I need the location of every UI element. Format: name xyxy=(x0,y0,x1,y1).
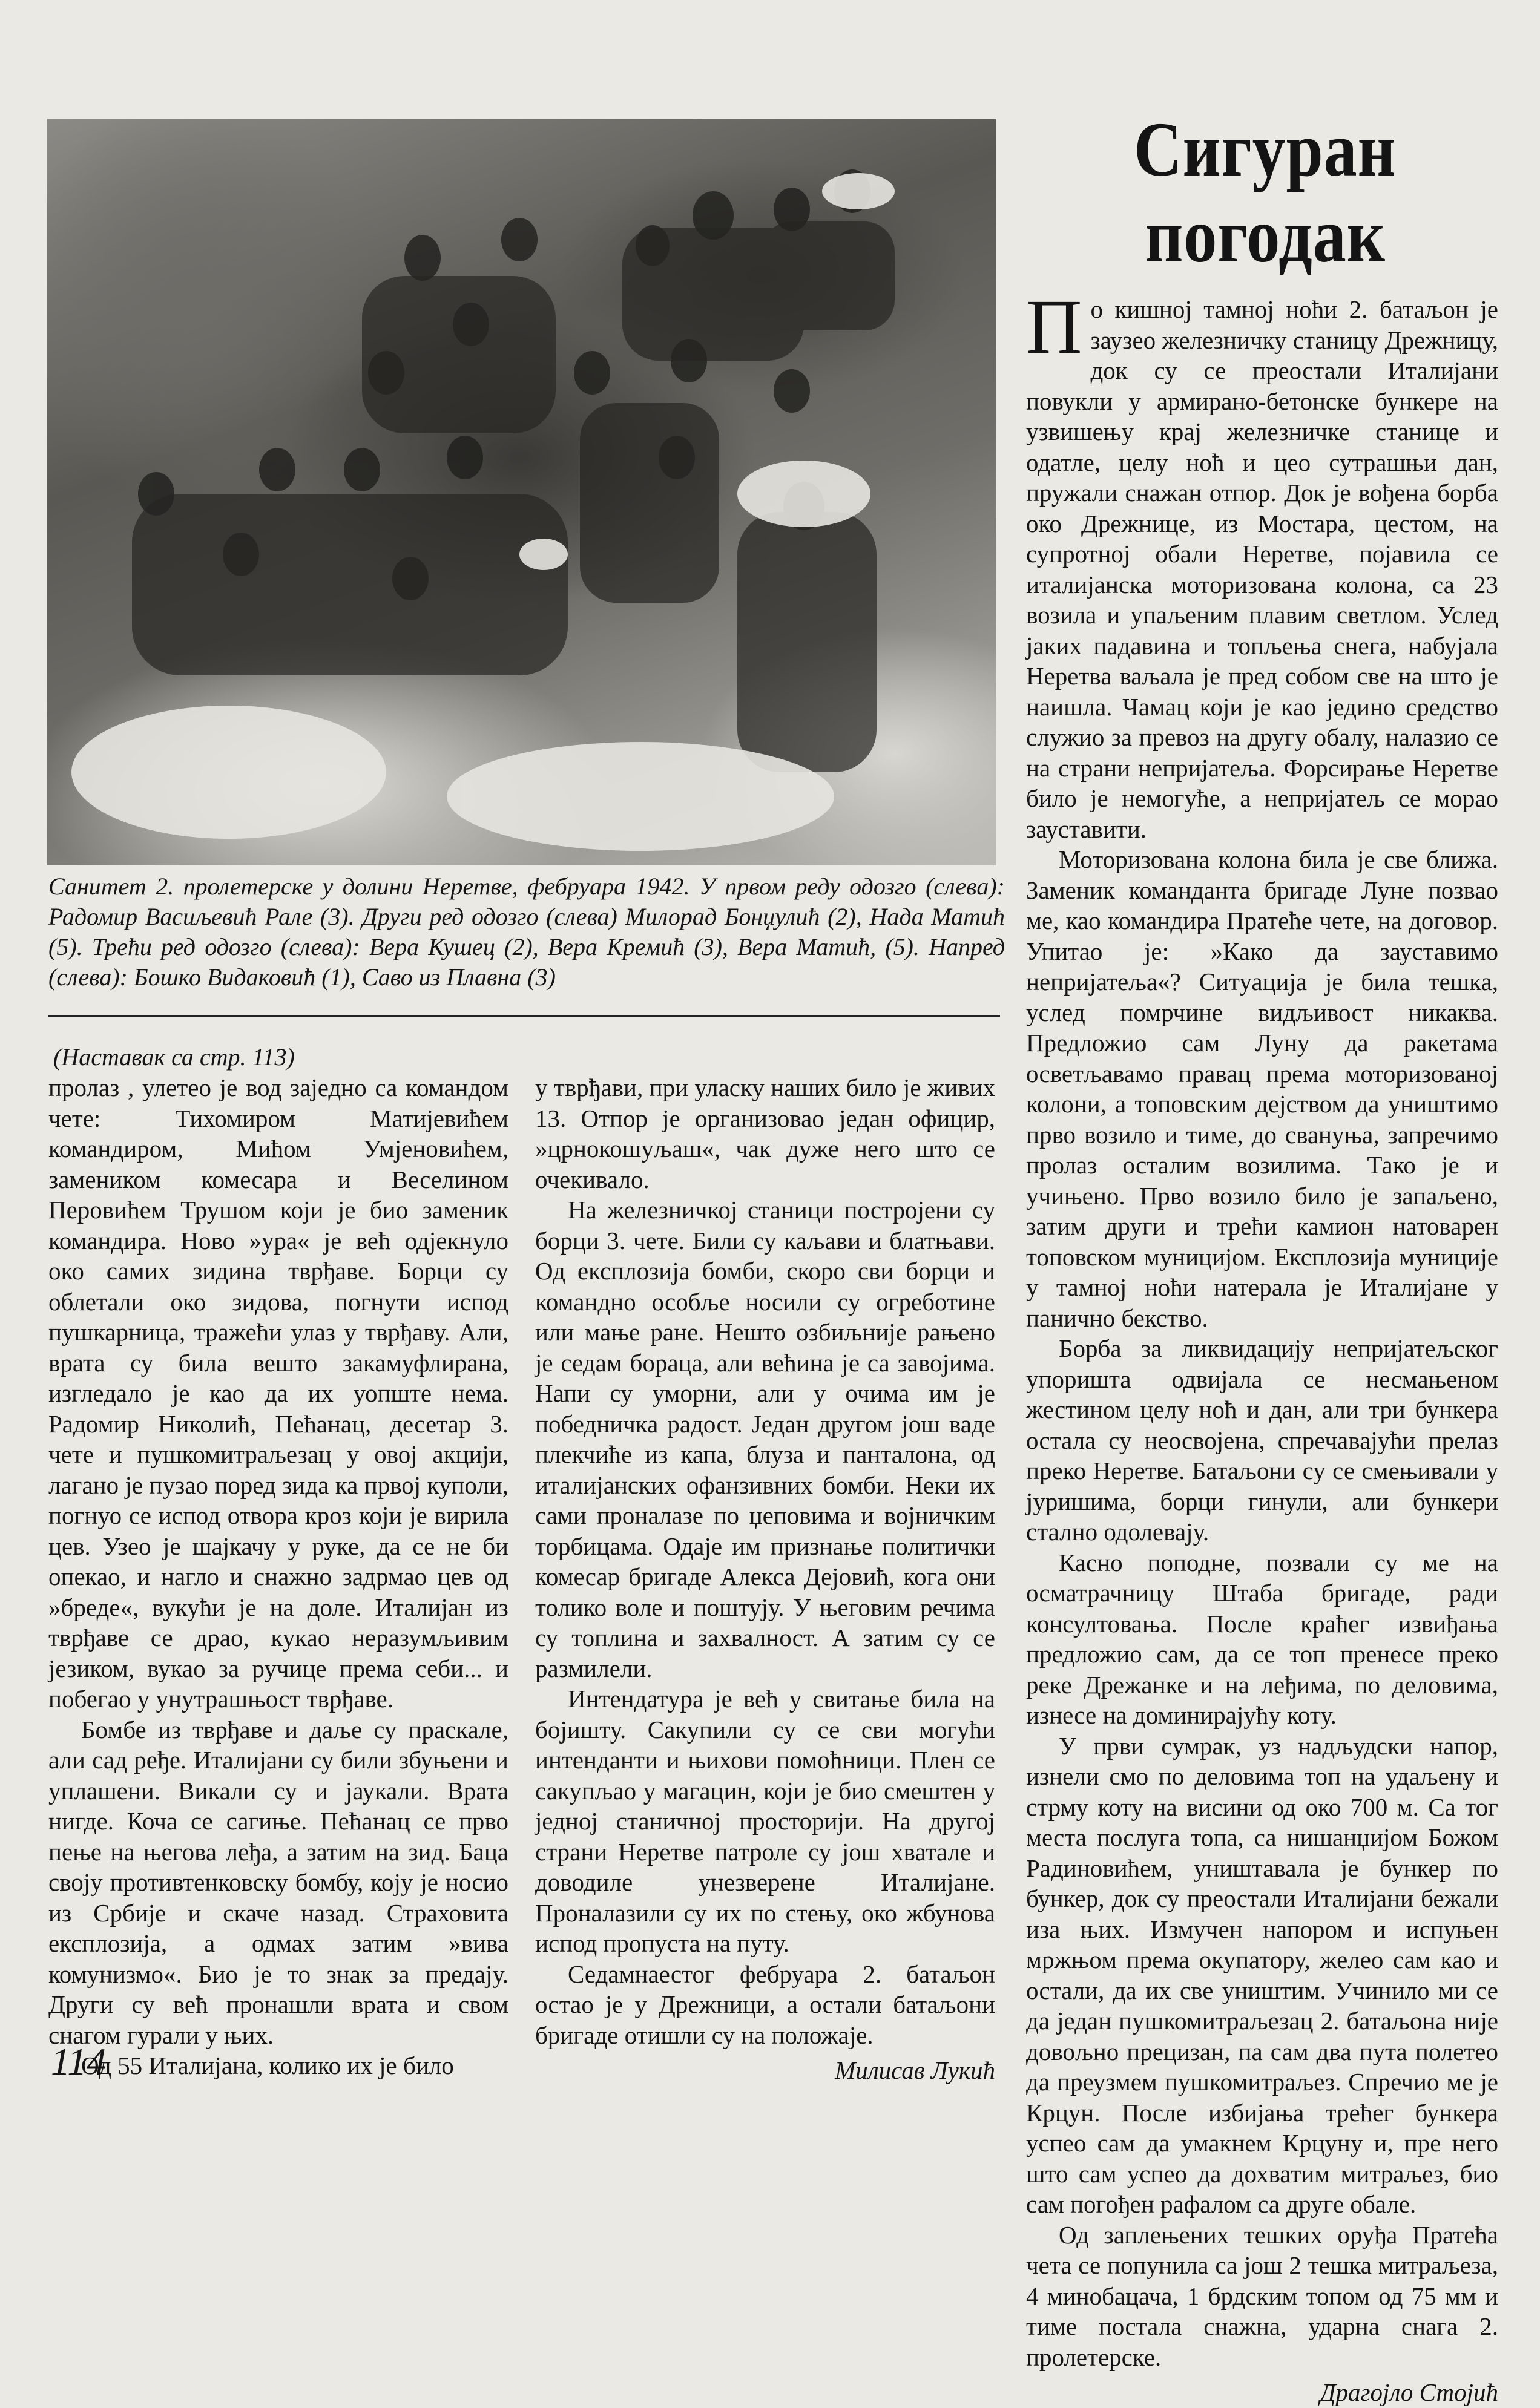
paragraph xyxy=(1026,284,1498,844)
title-line-1: Сигуран xyxy=(1134,107,1397,192)
paragraph: у тврђави, при уласку наших било је живих 13. Отпор је организовао један официр, »црнокошуљаш«, чак дуже него што се очекивало. xyxy=(535,1074,995,1193)
article-title xyxy=(1062,107,1469,278)
paragraph-text: о кишној тамној ноћи 2. батаљон је заузео железничку станицу Дрежницу, док су се преостали Италијани повукли у армирано-бетонске бункере на узвишењу крај железничке станице и одатле, целу ноћ и цео сутрашњи дан, пружали снажан отпор. Док је вођена борба око Дрежнице, из Мостара, цестом, на супротној обали Неретве, појавила се италијанска моторизована колона, са 23 возила и упаљеним плавим светлом. Услед јаких падавина и топљења снега, набујала Неретва ваљала је пред собом све на што је наишла. Чамац који је као једино средство служио за превоз на другу обалу, налазио се на страни непријатеља. Форсирање Неретве било је немогуће, а непријатељ се морао зауставити. xyxy=(1026,295,1498,843)
paragraph: Од заплењених тешких оруђа Пратећа чета се попунила са још 2 тешка митраљеза, 4 минобацача, 1 брдским топом од 75 мм и тиме постала снажна, ударна снага 2. пролетерске. xyxy=(1026,2220,1498,2371)
section-divider xyxy=(48,1015,1000,1017)
paragraph: У први сумрак, уз надљудски напор, изнели смо по деловима топ на удаљену и стрму коту на висини од око 700 м. Са тог места послуга топа, са нишанџијом Божом Радиновићем, уништавала је бункер по бункер, док су преостали Италијани бежали иза њих. Измучен напором и испуњен мржњом према окупатору, желео сам као и остали, да их све уништим. Учинило ми се да један пушкомитраљезац 2. батаљона није довољно прецизан, па сам два пута полетео да преузмем пушкомитраљез. Спречио ме је Крцун. После избијања трећег бункера успео сам да умакнем Крцуну и, пре него што сам успео да дохватим митраљез, био сам погођен рафалом са друге обале. xyxy=(1026,1731,1498,2218)
photo-figures xyxy=(47,119,996,865)
title-line-2: погодак xyxy=(1145,192,1386,278)
text-column-1 xyxy=(48,1072,508,2081)
page-number: 114 xyxy=(51,2040,107,2083)
author-signature: Милисав Лукић xyxy=(835,2056,995,2084)
author-signature: Драгојло Стојић xyxy=(1320,2378,1498,2406)
photo-caption: Санитет 2. пролетерске у долини Неретве, фебруара 1942. У првом реду одозго (слева): Радомир Васиљевић Рале (3). Други ред одозго (слева) Милорад Бонџулић (2), Нада Матић (5). Трећи ред одозго (слева): Вера Кушец (2), Вера Кремић (3), Вера Матић, (5). Напред (слева): Бошко Видаковић (1), Саво из Плавна (3) xyxy=(48,873,1005,991)
paragraph: На железничкој станици постројени су борци 3. чете. Били су каљави и блатњави. Од експлозија бомби, скоро сви борци и командно особље носили су огреботине или мање ране. Нешто озбиљније рањено је седам бораца, али већина је са завојима. Напи су уморни, али у очима им је победничка радост. Један другом још ваде плекчиће из капа, блуза и панталона, од италијанских офанзивних бомби. Неки их сами проналазе по џеповима и војничким торбицама. Одаје им признање политички комесар бригаде Алекса Дејовић, кога они толико воле и поштују. У његовим речима су топлина и захвалност. А затим су се размилели. xyxy=(535,1196,995,1682)
text-column-2 xyxy=(535,1072,995,2086)
paragraph: Касно поподне, позвали су ме на осматрачницу Штаба бригаде, ради консултовања. После краћег извиђања предложио сам, да се топ пренесе преко реке Дрежанке и на леђима, по деловима, изнесе на доминирајућу коту. xyxy=(1026,1548,1498,1729)
continuation-label: (Наставак са стр. 113) xyxy=(53,1043,295,1071)
paragraph: Моторизована колона била је све ближа. Заменик команданта бригаде Луне позвао ме, као командира Пратеће чете, на договор. Упитао је: »Како да зауставимо непријатеља«? Ситуација је била тешка, услед помрчине видљивост никаква. Предложио сам Луну да ракетама осветљавамо правац према моторизованој колони, а топовским дејством да уништимо прво возило и тиме, до свануња, запречимо пролаз осталим возилима. Тако је и учињено. Прво возило било је запаљено, затим други и трећи камион натоварен топовском муницијом. Експлозија муниције у тамној ноћи натерала је Италијане у панично бекство. xyxy=(1026,845,1498,1332)
paragraph: пролаз , улетео је вод заједно са командом чете: Тихомиром Матијевићем командиром, Мићом Умјеновићем, замеником комесара и Веселином Перовићем Трушом који је био заменик командира. Ново »ура« је већ одјекнуло око самих зидина тврђаве. Борци су облетали око зидова, погнути испод пушкарница, тражећи улаз у тврђаву. Али, врата су била вешто закамуфлирана, изгледало је као да их уопште нема. Радомир Николић, Пећанац, десетар 3. чете и пушкомитраљезац у овој акцији, лагано је пузао поред зида ка првој куполи, погнуо се испод отвора кроз који је вирила цев. Узео је шајкачу у руке, да се не би опекао, и нагло и снажно задрмао цев од »бреде«, вукући је на доле. Италијан из тврђаве се драо, кукао неразумљивим језиком, вукао за ручице према себи... и побегао у унутрашњост тврђаве. xyxy=(48,1074,508,1713)
text-column-3 xyxy=(1026,284,1498,2408)
paragraph: Интендатура је већ у свитање била на бојишту. Сакупили су се сви могући интенданти и њихови помоћници. Плен се сакупљао у магацин, који је био смештен у једној станичној просторији. На другој страни Неретве патроле су још хватале и доводиле унезверене Италијане. Проналазили су их по стењу, око жбунова испод пропуста на путу. xyxy=(535,1685,995,1957)
group-photograph xyxy=(47,119,996,865)
paragraph: Седамнаестог фебруара 2. батаљон остао је у Дрежници, а остали батаљони бригаде отишли су на положаје. xyxy=(535,1960,995,2049)
paragraph: Бомбе из тврђаве и даље су праскале, али сад ређе. Италијани су били збуњени и уплашени. Викали су и јаукали. Врата нигде. Коча се сагиње. Пећанац се прво пење на његова леђа, а затим на зид. Баца своју противтенковску бомбу, коју је носио из Србије и скаче назад. Страховита експлозија, а одмах затим »вива комунизмо«. Био је то знак за предају. Други су већ пронашли врата и свом снагом гурали у њих. xyxy=(48,1715,508,2049)
drop-cap: П xyxy=(1026,284,1082,370)
paragraph: Борба за ликвидацију непријатељског упоришта одвијала се несмањеном жестином целу ноћ и дан, али три бункера остала су неосвојена, спречавајући прелаз преко Неретве. Батаљони су се смењивали у јуришима, борци гинули, али бункери стално одолевају. xyxy=(1026,1334,1498,1546)
paragraph: Од 55 Италијана, колико их је било xyxy=(81,2052,454,2079)
